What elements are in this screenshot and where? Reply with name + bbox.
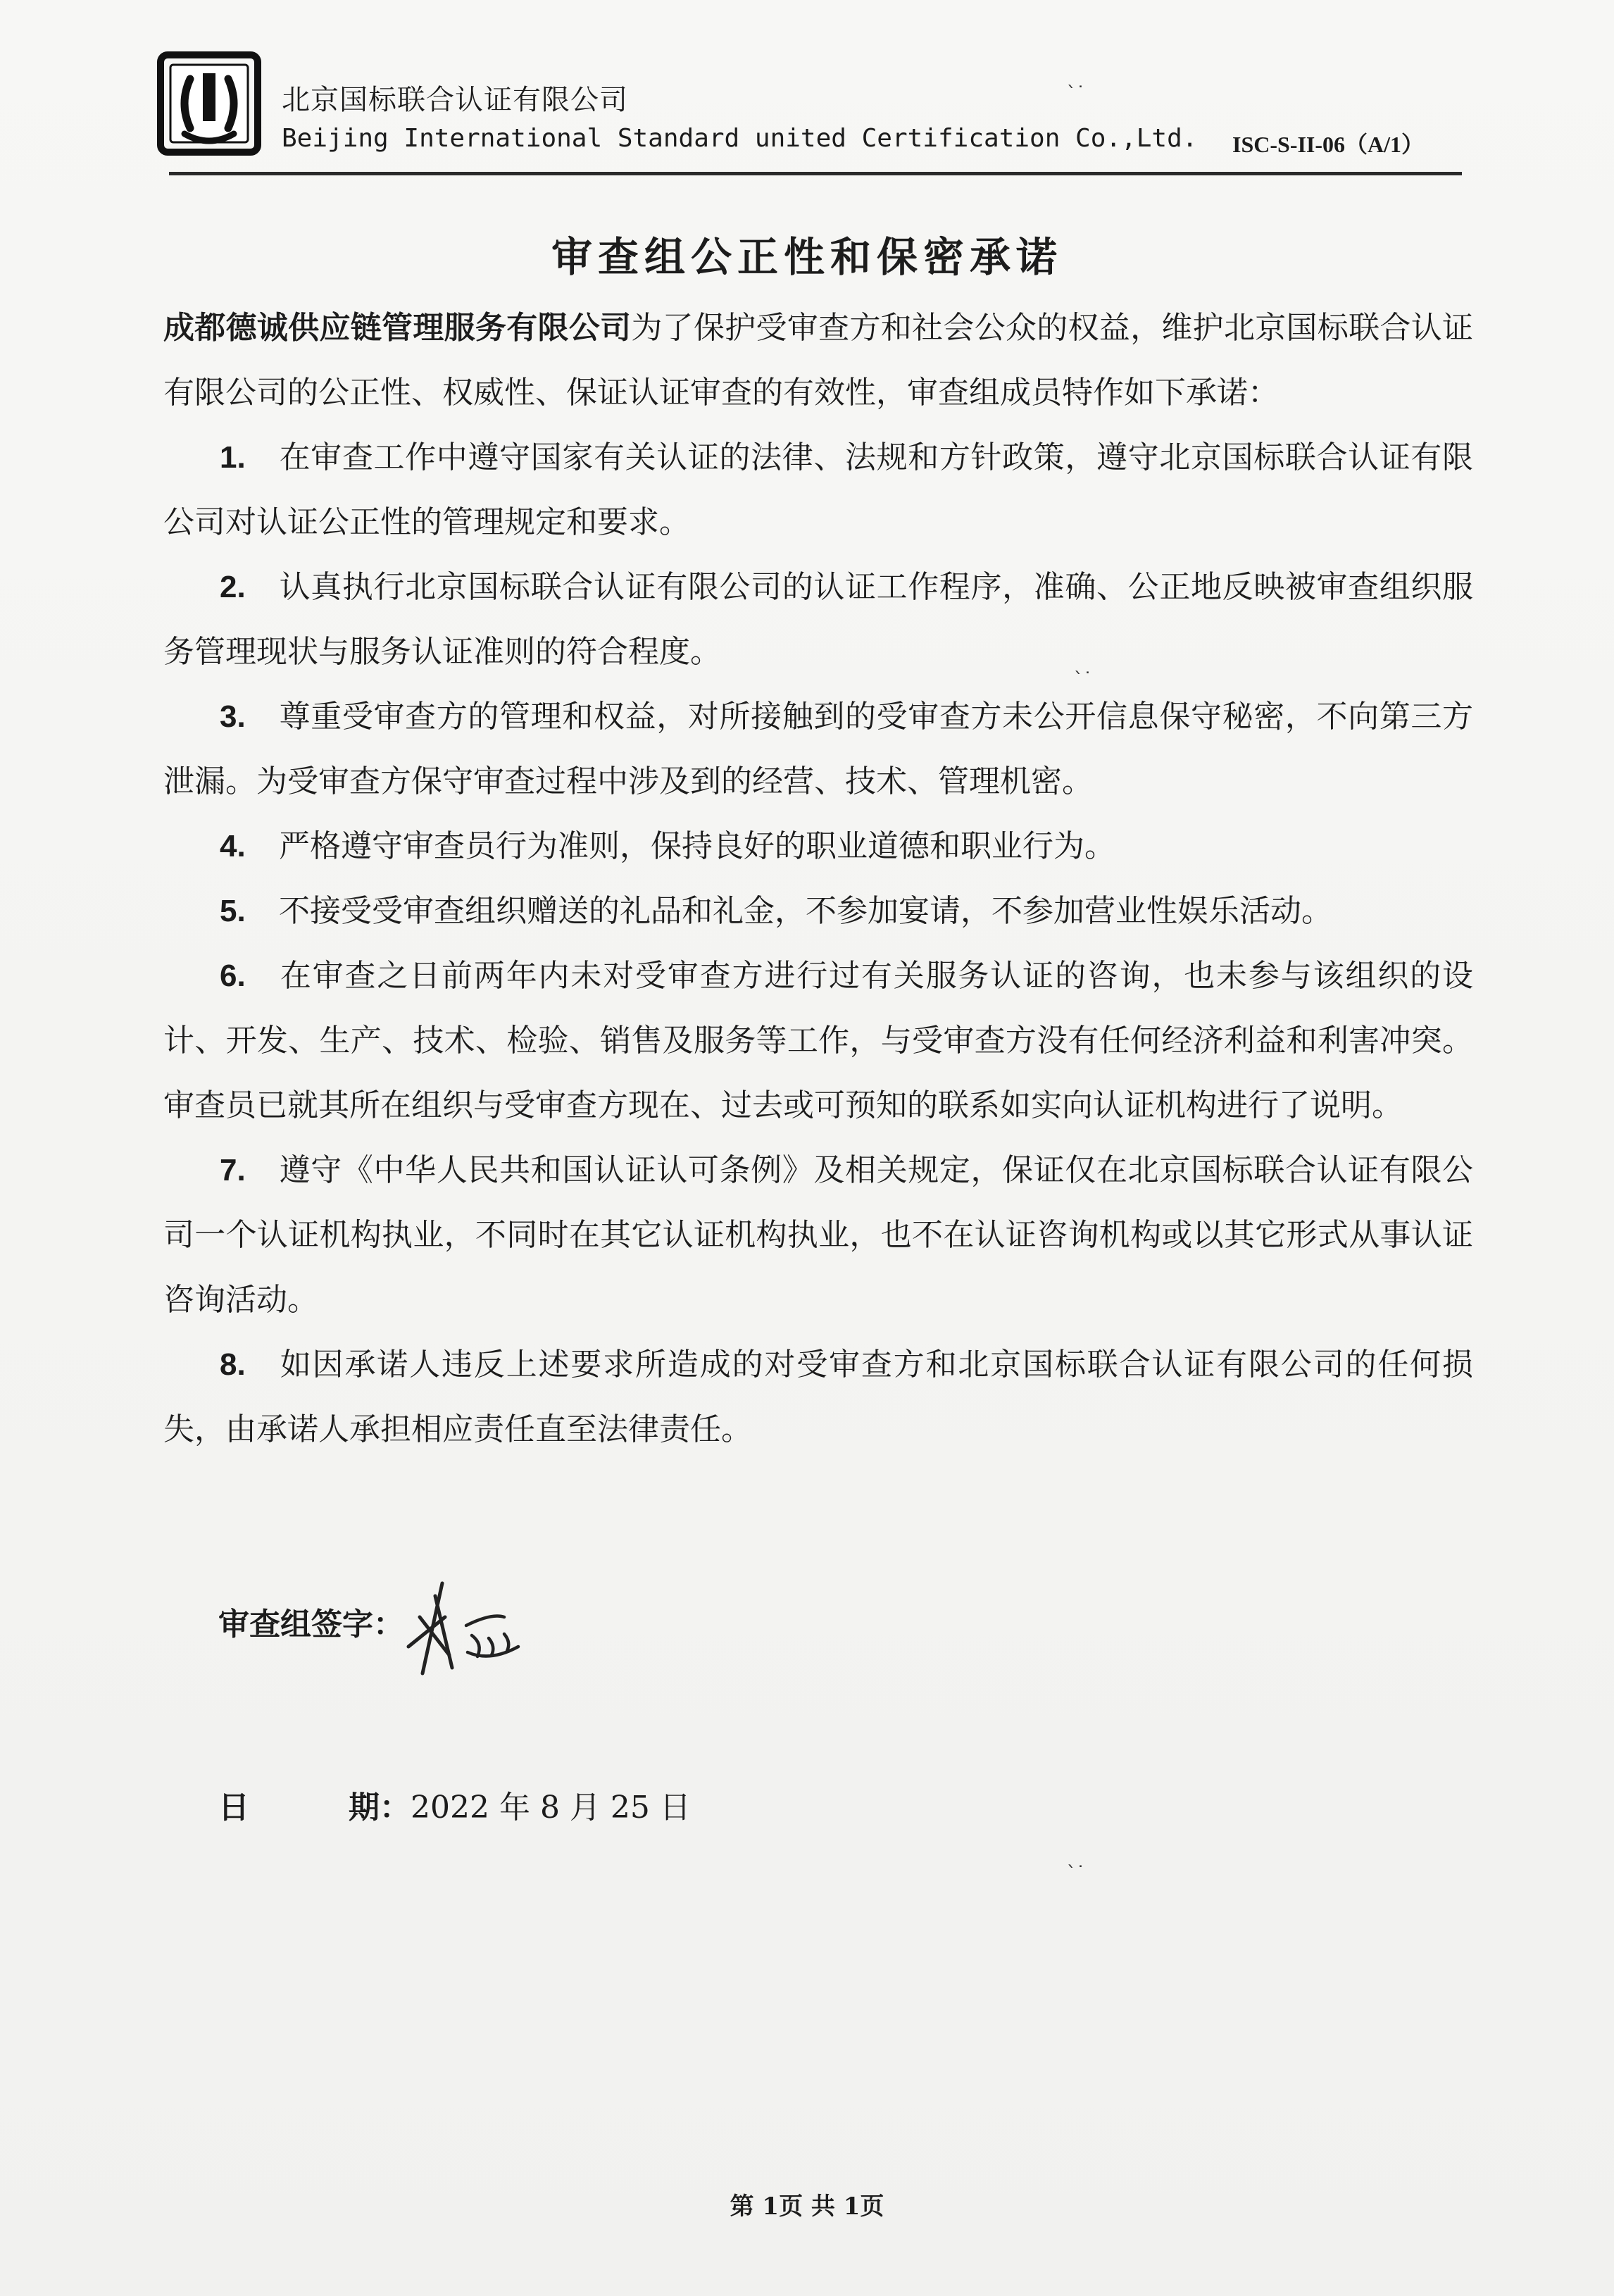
item-number: 2. [220, 570, 246, 604]
item-number: 8. [220, 1347, 246, 1382]
item-number: 6. [220, 959, 246, 993]
item-text: 严格遵守审查员行为准则，保持良好的职业道德和职业行为。 [279, 828, 1115, 864]
date-label-second: 期： [349, 1790, 411, 1826]
item-number: 5. [220, 894, 246, 928]
scan-speck: ˋ˙ [1074, 669, 1092, 690]
header-divider [169, 172, 1462, 175]
commitment-item [163, 685, 1473, 814]
item-text: 遵守《中华人民共和国认证认可条例》及相关规定，保证仅在北京国标联合认证有限公司一个认证机构执业，不同时在其它认证机构执业，也不在认证咨询机构或以其它形式从事认证咨询活动。 [163, 1152, 1473, 1318]
document-title: 审查组公正性和保密承诺 [551, 233, 1063, 281]
item-text: 在审查之日前两年内未对受审查方进行过有关服务认证的咨询，也未参与该组织的设计、开发、生产、技术、检验、销售及服务等工作，与受审查方没有任何经济利益和利害冲突。审查员已就其所在组织与受审查方现在、过去或可预知的联系如实向认证机构进行了说明。 [163, 958, 1473, 1123]
page-footer: 第 1页 共 1页 [730, 2192, 884, 2221]
intro-text: 为了保护受审查方和社会公众的权益，维护北京国标联合认证有限公司的公正性、权威性、保证认证审查的有效性，审查组成员特作如下承诺： [163, 310, 1473, 411]
item-number: 4. [220, 829, 246, 863]
company-name-en: Beijing International Standard united Certification Co.,Ltd. [282, 124, 1198, 153]
item-text: 如因承诺人违反上述要求所造成的对受审查方和北京国标联合认证有限公司的任何损失，由承诺人承担相应责任直至法律责任。 [163, 1347, 1473, 1447]
item-number: 1. [220, 440, 246, 475]
date-label-first: 日 [218, 1790, 249, 1826]
signature-label: 审查组签字： [218, 1606, 404, 1642]
item-text: 认真执行北京国标联合认证有限公司的认证工作程序，准确、公正地反映被审查组织服务管理现状与服务认证准则的符合程度。 [163, 569, 1473, 670]
item-number: 7. [220, 1153, 246, 1187]
item-number: 3. [220, 699, 246, 734]
scan-speck: ˋ˙ [1067, 83, 1085, 104]
commitment-item [163, 1138, 1473, 1333]
intro-paragraph [163, 296, 1473, 425]
item-text: 在审查工作中遵守国家有关认证的法律、法规和方针政策，遵守北京国标联合认证有限公司对认证公正性的管理规定和要求。 [163, 439, 1473, 540]
commitment-item [163, 555, 1473, 685]
company-logo [156, 51, 262, 156]
commitment-item [163, 944, 1473, 1138]
item-text: 尊重受审查方的管理和权益，对所接触到的受审查方未公开信息保守秘密，不向第三方泄漏。为受审查方保守审查过程中涉及到的经营、技术、管理机密。 [163, 699, 1473, 799]
item-text: 不接受受审查组织赠送的礼品和礼金，不参加宴请，不参加营业性娱乐活动。 [279, 893, 1332, 929]
company-name: 成都德诚供应链管理服务有限公司 [163, 310, 632, 346]
document-body [163, 296, 1473, 1462]
commitment-item [163, 425, 1473, 555]
date-row [218, 1782, 691, 1827]
handwritten-signature [399, 1568, 532, 1680]
commitment-item [163, 814, 1473, 879]
document-code: ISC-S-II-06（A/1） [1232, 132, 1425, 157]
commitment-item [163, 879, 1473, 944]
date-value: 2022 年 8 月 25 日 [411, 1790, 691, 1826]
scan-speck: ˋ˙ [1067, 1863, 1085, 1884]
commitment-item [163, 1333, 1473, 1462]
company-name-cn: 北京国标联合认证有限公司 [282, 84, 628, 116]
